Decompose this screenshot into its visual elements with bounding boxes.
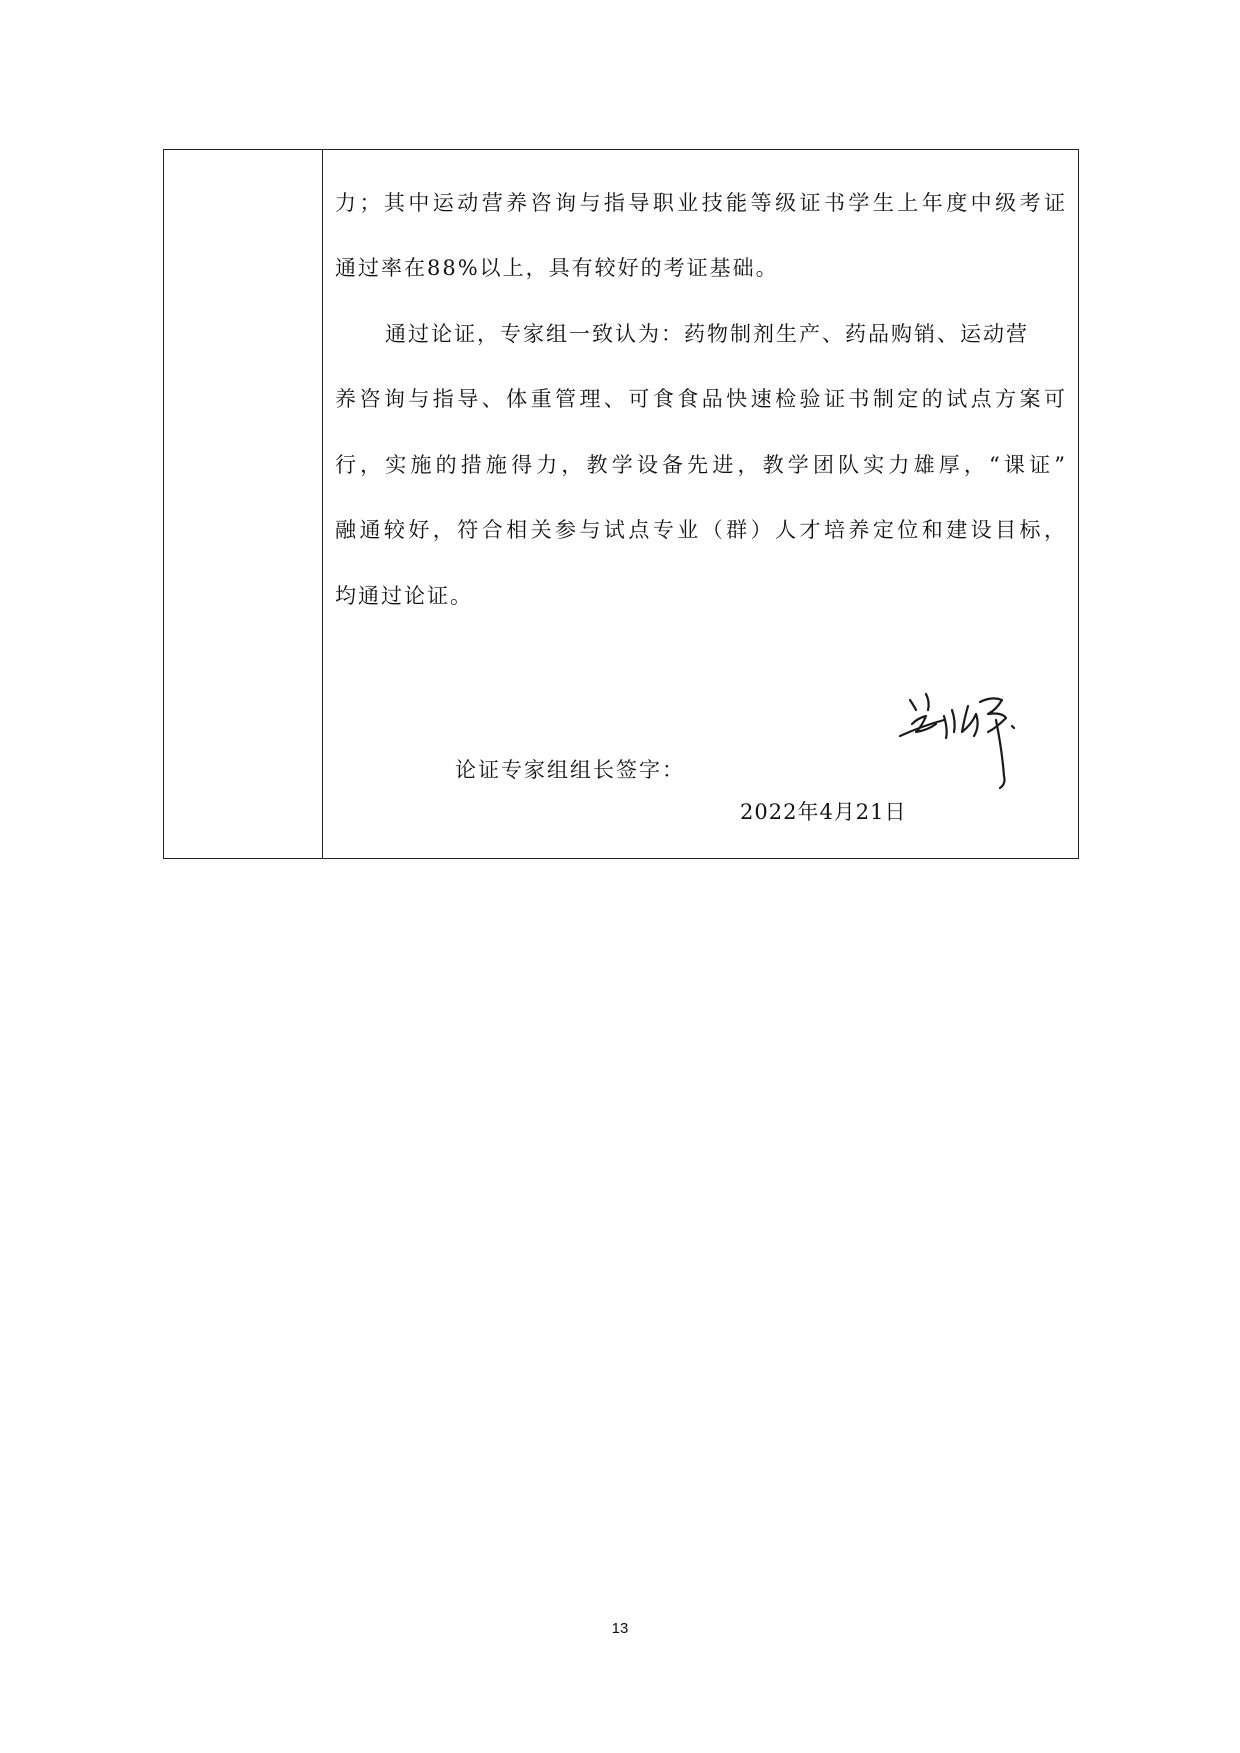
paragraph-line: 力；其中运动营养咨询与指导职业技能等级证书学生上年度中级考证 <box>335 191 1065 215</box>
paragraph-line: 养咨询与指导、体重管理、可食食品快速检验证书制定的试点方案可 <box>335 387 1065 411</box>
table-column-divider <box>322 150 323 858</box>
handwritten-signature <box>892 680 1042 800</box>
paragraph-line: 均通过论证。 <box>335 584 473 608</box>
page-number: 13 <box>611 1620 629 1637</box>
paragraph-line: 行，实施的措施得力，教学设备先进，教学团队实力雄厚，“课证” <box>335 453 1065 477</box>
signature-date: 2022年4月21日 <box>740 800 907 824</box>
paragraph-line: 通过论证，专家组一致认为：药物制剂生产、药品购销、运动营 <box>385 322 1029 346</box>
signature-label: 论证专家组组长签字： <box>455 758 685 782</box>
paragraph-line: 融通较好，符合相关参与试点专业（群）人才培养定位和建设目标， <box>335 518 1065 542</box>
paragraph-line: 通过率在88%以上，具有较好的考证基础。 <box>335 256 779 280</box>
